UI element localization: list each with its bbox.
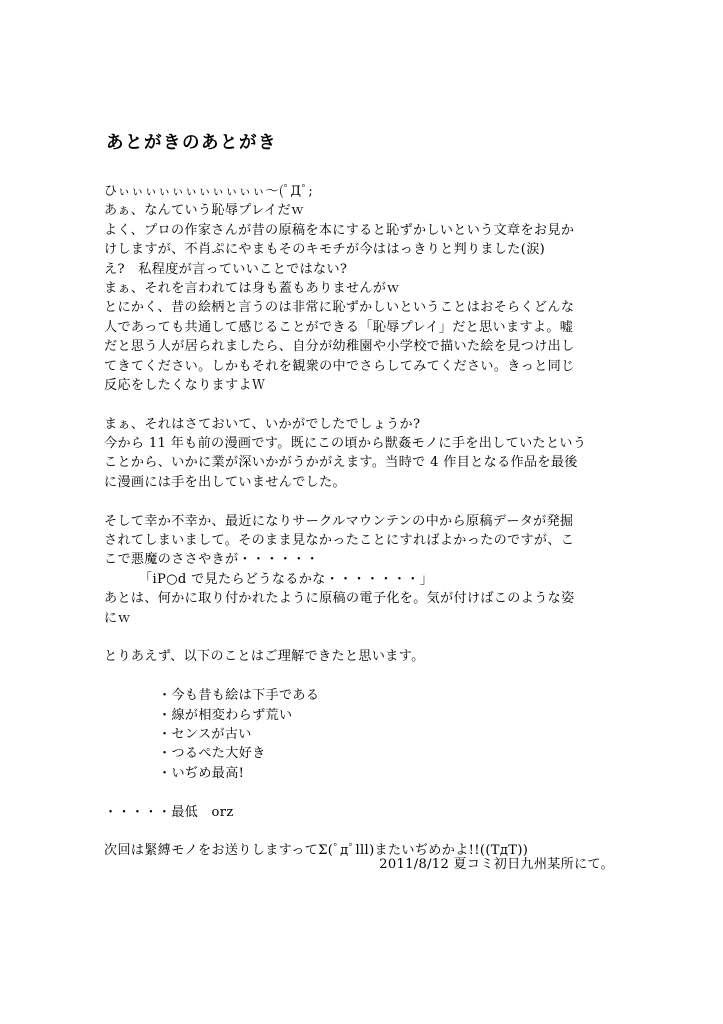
list-item: ・いぢめ最高! xyxy=(158,765,245,781)
spacer xyxy=(104,628,624,647)
text-line: 人であっても共通して感じることができる「恥辱プレイ」だと思いますよ。嘘 xyxy=(104,319,574,335)
text-line: だと思う人が居られましたら、自分が幼稚園や小学校で描いた絵を見つけ出し xyxy=(104,339,575,355)
text-line: されてしまいまして。そのまま見なかったことにすればよかったのですが、こ xyxy=(104,533,575,549)
next-volume-line: 次回は緊縛モノをお送りしますってΣ(ﾟдﾟlll)またいぢめかよ!!((TдT)) xyxy=(104,843,529,859)
quote-line: 「iP○d で見たらどうなるかな・・・・・・・」 xyxy=(139,571,434,587)
text-line: まぁ、それはさておいて、いかがでしたでしょうか? xyxy=(104,416,421,432)
paragraph-4: とりあえず、以下のことはご理解できたと思います。 xyxy=(104,649,425,665)
spacer xyxy=(104,783,624,802)
text-line: 今から 11 年も前の漫画です。既にこの頃から獣姦モノに手を出していたという xyxy=(104,436,587,452)
text-line: とにかく、昔の絵柄と言うのは非常に恥ずかしいということはおそらくどんな xyxy=(104,300,575,316)
afterword-body xyxy=(104,182,624,861)
spacer xyxy=(104,492,624,511)
list-item: ・つるぺた大好き xyxy=(158,746,266,762)
text-line: あぁ、なんていう恥辱プレイだｗ xyxy=(104,203,305,219)
text-line: え? 私程度が言っていいことではない? xyxy=(104,261,348,277)
text-line: てきてください。しかもそれを観衆の中でさらしてみてください。きっと同じ xyxy=(104,358,575,374)
worst-line: ・・・・・最低 orz xyxy=(104,804,234,820)
text-line: ひぃぃぃぃぃぃぃぃぃぃぃ〜(ﾟДﾟ; xyxy=(104,184,314,199)
list-item: ・センスが古い xyxy=(158,726,252,742)
text-line: よく、プロの作家さんが昔の原稿を本にすると恥ずかしいという文章をお見か xyxy=(104,222,575,238)
text-line: ことから、いかに業が深いかがうかがえます。当時で 4 作目となる作品を最後 xyxy=(104,455,578,471)
list-item: ・線が相変わらず荒い xyxy=(158,707,293,723)
spacer xyxy=(104,395,624,414)
paragraph-1 xyxy=(104,182,624,395)
page-title: あとがきのあとがき xyxy=(106,133,277,153)
text-line: けしますが、不肖ぷにやまもそのキモチが今ははっきりと判りました(涙) xyxy=(104,242,546,258)
paragraph-3 xyxy=(104,512,624,628)
text-line: こで悪魔のささやきが・・・・・・ xyxy=(104,552,320,568)
text-line: まぁ、それを言われては身も蓋もありませんがｗ xyxy=(104,280,400,296)
bullet-list xyxy=(104,686,624,783)
text-line: そして幸か不幸か、最近になりサークルマウンテンの中から原稿データが発掘 xyxy=(104,513,574,529)
paragraph-2 xyxy=(104,415,624,493)
text-line: あとは、何かに取り付かれたように原稿の電子化を。気が付けばこのような姿 xyxy=(104,591,575,607)
spacer xyxy=(104,822,624,841)
list-item: ・今も昔も絵は下手である xyxy=(158,688,320,704)
text-line: に漫画には手を出していませんでした。 xyxy=(104,474,346,490)
text-line: にｗ xyxy=(104,610,131,626)
text-line: 反応をしたくなりますよＷ xyxy=(104,377,266,393)
spacer xyxy=(104,667,624,686)
signature-date: 2011/8/12 夏コミ初日九州某所にて。 xyxy=(379,857,614,872)
